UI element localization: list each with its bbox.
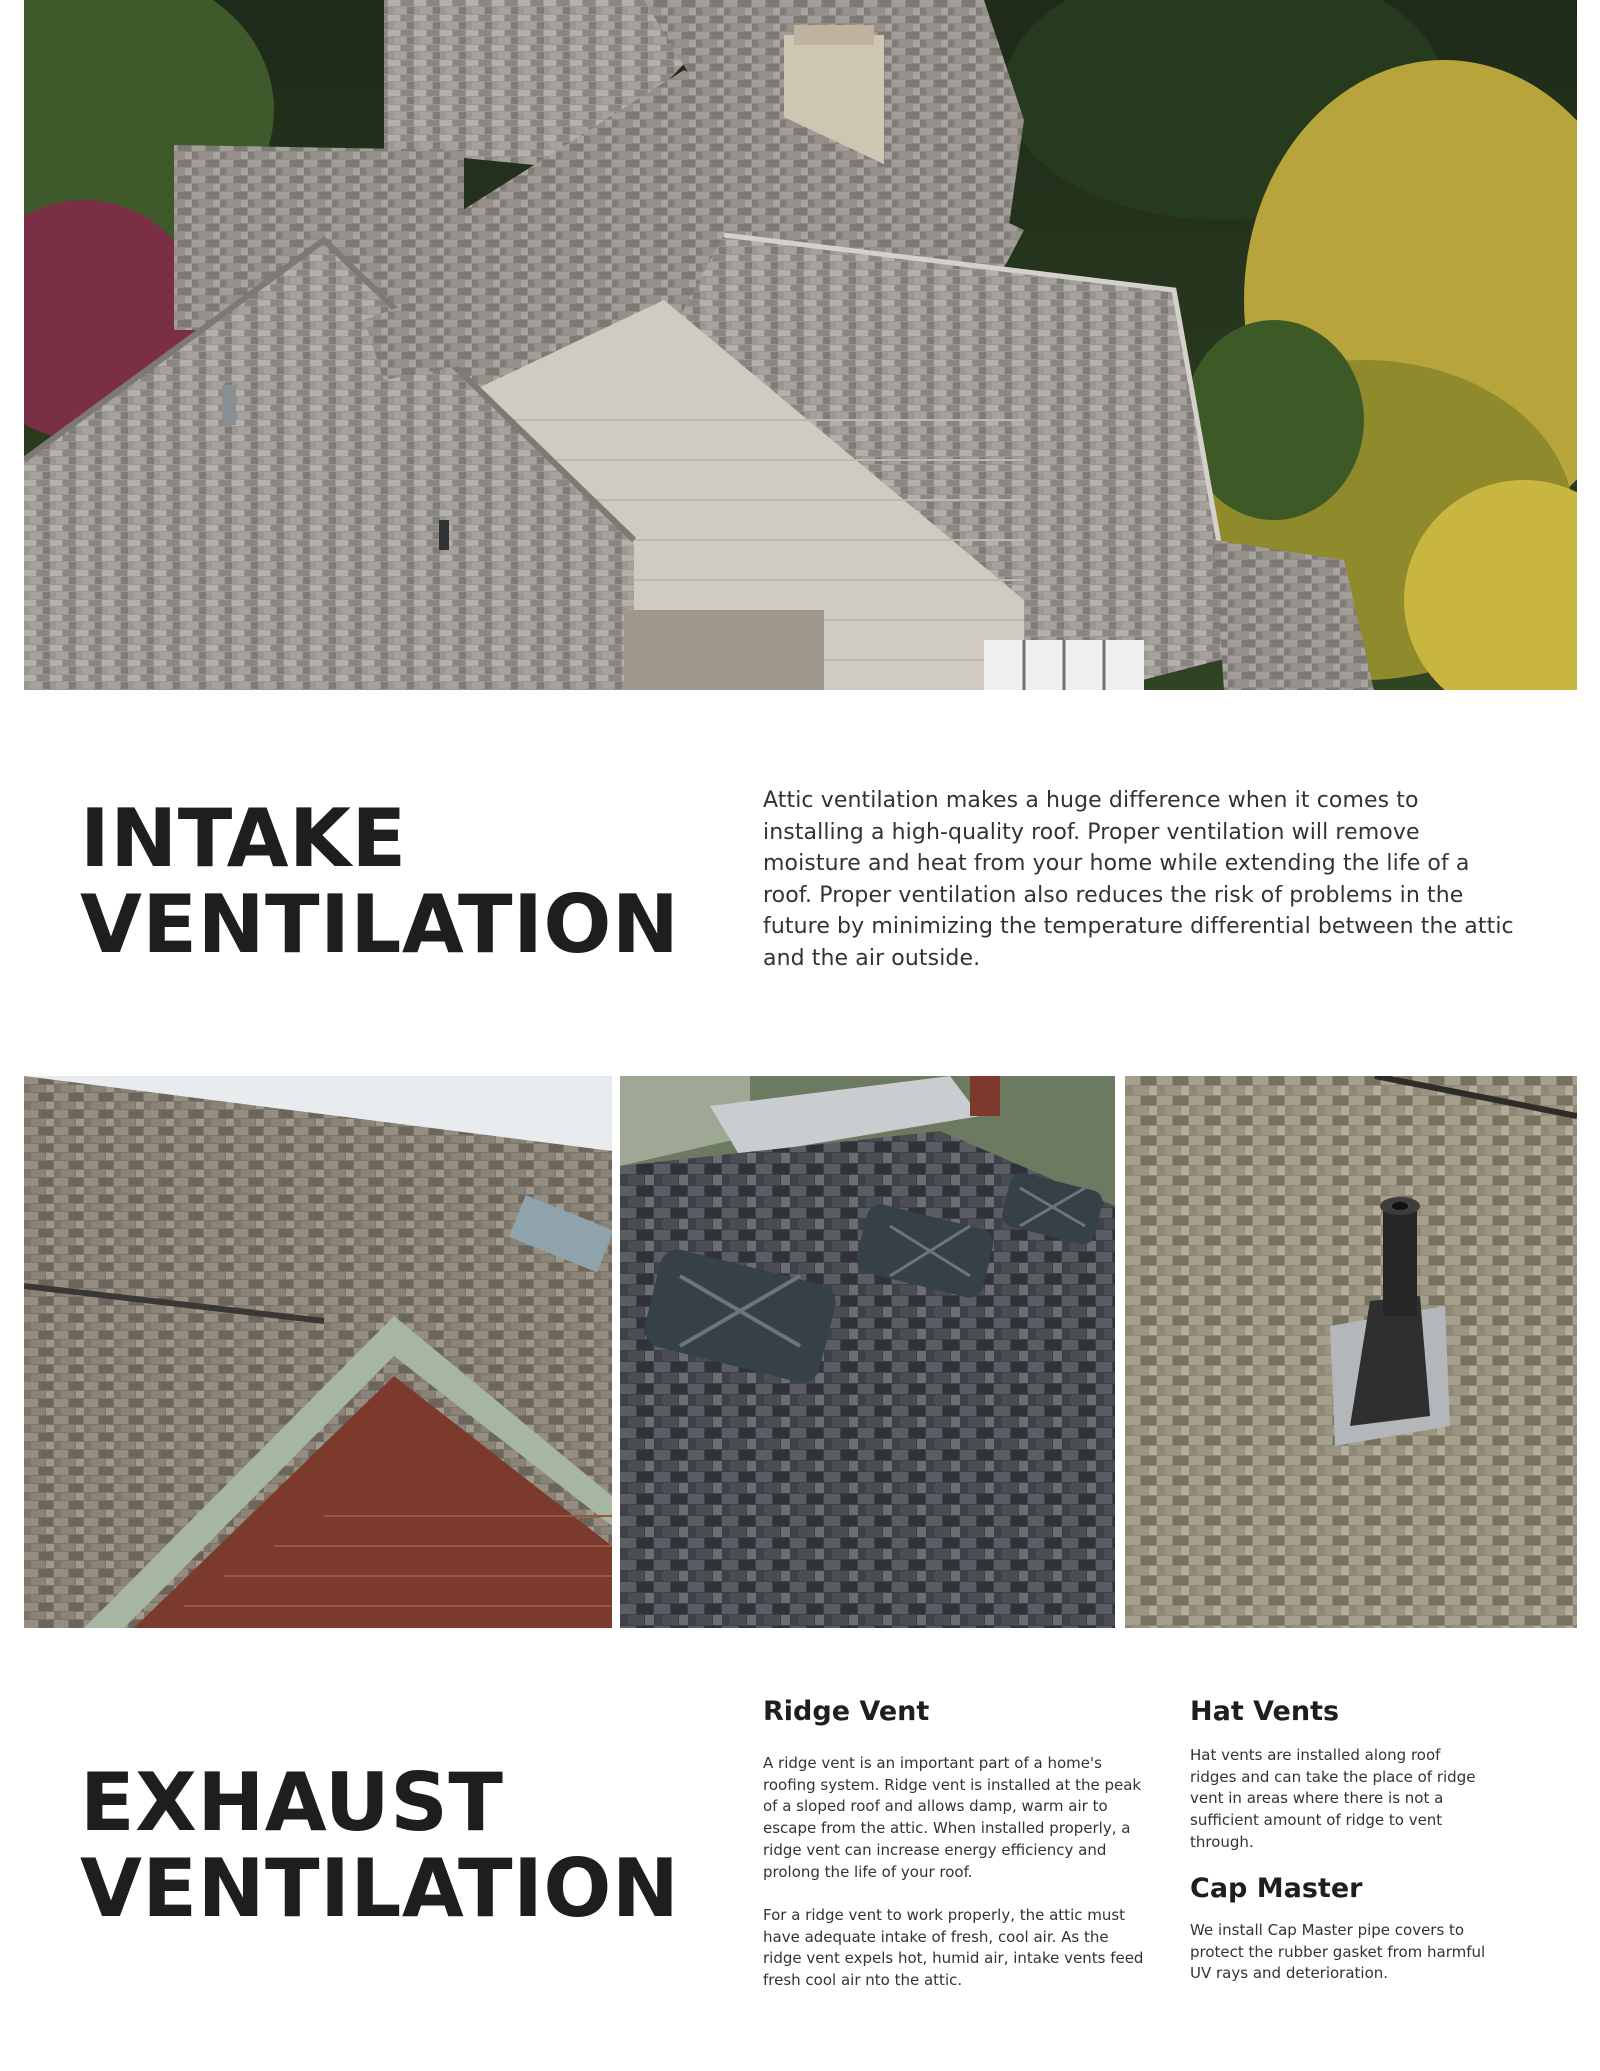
cap-master-pipe-photo: [1125, 1076, 1577, 1628]
ridge-vent-paragraph-2: For a ridge vent to work properly, the attic must have adequate intake of fresh, cool air. As the ridge vent expels hot, humid air, intake vents feed fresh cool air nto the attic.: [763, 1906, 1144, 1990]
hat-vents-title: Hat Vents: [1190, 1696, 1340, 1727]
intake-heading-line1: INTAKE: [80, 792, 407, 885]
gable-ridge-vent-photo: [24, 1076, 612, 1628]
exhaust-heading-line2: VENTILATION: [80, 1842, 680, 1935]
exhaust-heading-line1: EXHAUST: [80, 1756, 504, 1849]
hat-vents-paragraph: Hat vents are installed along roof ridges and can take the place of ridge vent in areas where there is not a sufficient amount of ridge to vent through.: [1190, 1746, 1476, 1851]
intake-heading-line2: VENTILATION: [80, 878, 680, 971]
intake-ventilation-heading: [80, 792, 680, 971]
ridge-vent-paragraph-1: A ridge vent is an important part of a home's roofing system. Ridge vent is installed at the peak of a sloped roof and allows damp, warm air to escape from the attic. When installed properly, a ridge vent can increase energy efficiency and prolong the life of your roof.: [763, 1754, 1142, 1881]
cap-master-paragraph: We install Cap Master pipe covers to protect the rubber gasket from harmful UV rays and deterioration.: [1190, 1921, 1486, 1983]
exhaust-ventilation-heading: [80, 1756, 680, 1935]
hero-roof-photo: [24, 0, 1577, 690]
intake-paragraph: Attic ventilation makes a huge difference when it comes to installing a high-quality roof. Proper ventilation will remove moisture and heat from your home while extending the life of a roof. Proper ventilation also reduces the risk of problems in the future by minimizing the temperature differential between the attic and the air outside.: [763, 788, 1514, 971]
hat-vents-photo: [620, 1076, 1115, 1628]
ridge-vent-title: Ridge Vent: [763, 1696, 930, 1727]
cap-master-title: Cap Master: [1190, 1873, 1363, 1904]
